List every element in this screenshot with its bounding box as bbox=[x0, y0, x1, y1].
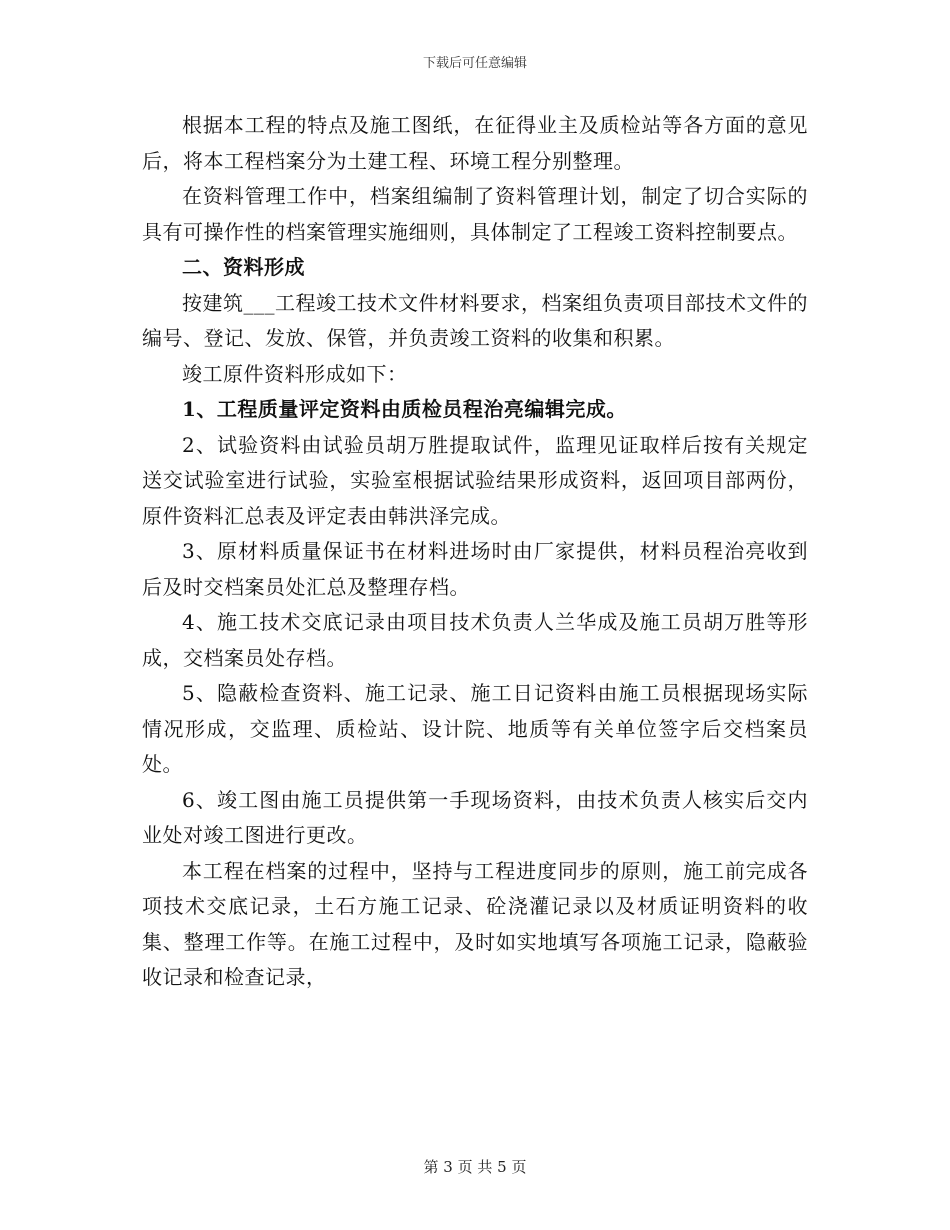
paragraph-5: 本工程在档案的过程中，坚持与工程进度同步的原则，施工前完成各项技术交底记录，土石方施工记录、砼浇灌记录以及材质证明资料的收集、整理工作等。在施工过程中，及时如实地填写各项施工记录，隐蔽验收记录和检查记录， bbox=[142, 858, 808, 989]
list-item-5: 5、隐蔽检查资料、施工记录、施工日记资料由施工员根据现场实际情况形成，交监理、质检站、设计院、地质等有关单位签字后交档案员处。 bbox=[142, 681, 808, 776]
page-number: 第 3 页 共 5 页 bbox=[423, 1158, 527, 1176]
list-item-2: 2、试验资料由试验员胡万胜提取试件，监理见证取样后按有关规定送交试验室进行试验，实验室根据试验结果形成资料，返回项目部两份，原件资料汇总表及评定表由韩洪泽完成。 bbox=[142, 432, 808, 528]
paragraph-3: 按建筑___工程竣工技术文件材料要求，档案组负责项目部技术文件的编号、登记、发放、保管，并负责竣工资料的收集和积累。 bbox=[142, 290, 808, 350]
list-item-6: 6、竣工图由施工员提供第一手现场资料，由技术负责人核实后交内业处对竣工图进行更改。 bbox=[142, 787, 808, 847]
page-header: 下载后可任意编辑 bbox=[422, 56, 527, 71]
list-item-3: 3、原材料质量保证书在材料进场时由厂家提供，材料员程治亮收到后及时交档案员处汇总及整理存档。 bbox=[142, 539, 808, 599]
paragraph-2: 在资料管理工作中，档案组编制了资料管理计划，制定了切合实际的具有可操作性的档案管理实施细则，具体制定了工程竣工资料控制要点。 bbox=[142, 184, 808, 244]
document-body bbox=[142, 108, 808, 996]
paragraph-1: 根据本工程的特点及施工图纸，在征得业主及质检站等各方面的意见后，将本工程档案分为土建工程、环境工程分别整理。 bbox=[142, 113, 808, 173]
list-item-1: 1、工程质量评定资料由质检员程治亮编辑完成。 bbox=[182, 397, 627, 421]
paragraph-4: 竣工原件资料形成如下： bbox=[182, 361, 408, 386]
list-item-4: 4、施工技术交底记录由项目技术负责人兰华成及施工员胡万胜等形成，交档案员处存档。 bbox=[142, 610, 808, 670]
section-heading: 二、资料形成 bbox=[182, 255, 305, 279]
